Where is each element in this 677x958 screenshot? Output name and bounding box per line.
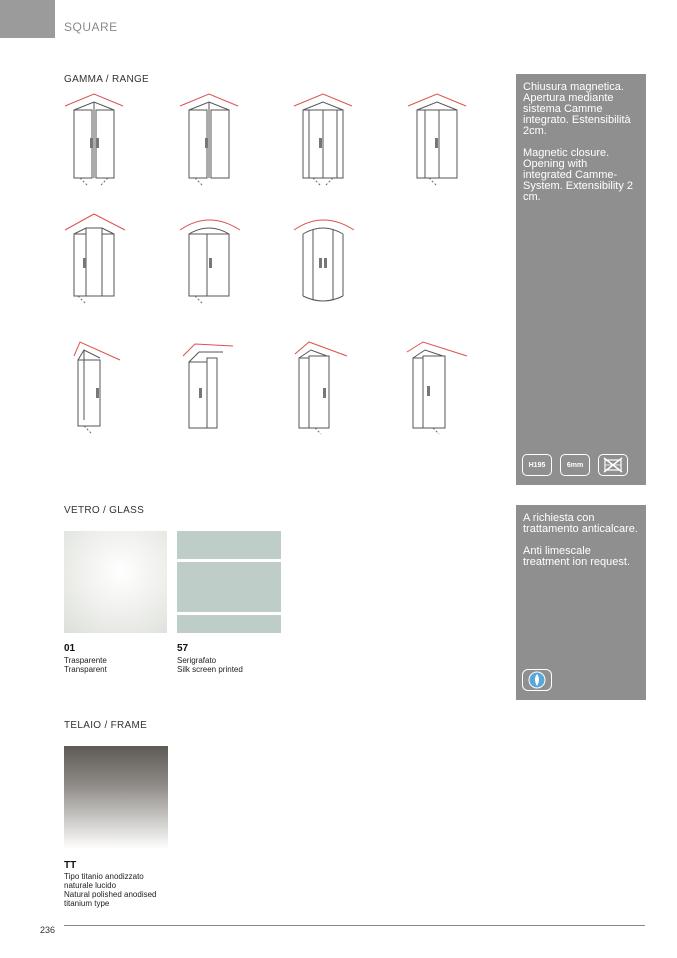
frame-title: TELAIO / FRAME <box>64 720 148 731</box>
glass-name-it-57: Serigrafato <box>177 656 217 665</box>
glass-code-01: 01 <box>64 643 76 654</box>
silk-band-2 <box>177 562 281 612</box>
range-info-panel <box>516 74 646 485</box>
glass-name-01 <box>64 656 107 674</box>
frame-desc-tt <box>64 872 157 908</box>
glass-badges <box>522 669 552 691</box>
glass-name-en-01: Transparent <box>64 665 107 674</box>
page-number: 236 <box>40 925 56 935</box>
glass-name-57 <box>177 656 243 674</box>
shower-side-panel-door-icon <box>403 338 475 438</box>
page-title: SQUARE <box>64 20 118 34</box>
glass-name-en-57: Silk screen printed <box>177 665 243 674</box>
frame-desc-line-1: Tipo titanio anodizzato <box>64 872 144 881</box>
frame-desc-line-3: Natural polished anodised <box>64 890 157 899</box>
shower-side-fixed-icon <box>175 338 247 438</box>
silk-band-3 <box>177 615 281 633</box>
shower-niche-door-icon <box>289 338 361 438</box>
frame-desc-line-2: naturale lucido <box>64 881 117 890</box>
shower-curved-double-icon <box>289 210 361 306</box>
height-badge: H195 <box>522 454 552 476</box>
shower-curved-single-icon <box>175 210 247 306</box>
shower-niche-door-fixed-icon <box>403 92 473 188</box>
no-tray-icon <box>598 454 628 476</box>
thickness-badge: 6mm <box>560 454 590 476</box>
frame-code-tt: TT <box>64 860 77 871</box>
glass-swatch-transparent <box>64 531 167 633</box>
frame-swatch-titanium <box>64 746 168 849</box>
corner-tab <box>0 0 55 38</box>
glass-info-it: A richiesta con trattamento anticalcare. <box>523 512 638 535</box>
shower-corner-door-fixed-icon <box>175 92 245 188</box>
silk-band-1 <box>177 531 281 559</box>
glass-code-57: 57 <box>177 643 189 654</box>
frame-desc-line-4: titanium type <box>64 899 110 908</box>
shower-corner-double-door-icon <box>60 92 130 188</box>
glass-swatch-silk-screen <box>177 531 281 633</box>
glass-name-it-01: Trasparente <box>64 656 107 665</box>
shower-pentagon-icon <box>60 210 132 306</box>
footer-divider <box>64 925 645 926</box>
shower-niche-double-door-icon <box>289 92 359 188</box>
range-info-it: Chiusura magnetica. Apertura mediante sistema Camme integrato. Estensibilità 2cm. <box>523 81 631 137</box>
shower-side-door-icon <box>60 338 132 438</box>
glass-title: VETRO / GLASS <box>64 505 145 516</box>
range-badges <box>522 454 628 476</box>
glass-info-en: Anti limescale treatment ion request. <box>523 545 631 568</box>
glass-info-panel <box>516 505 646 700</box>
range-title: GAMMA / RANGE <box>64 74 150 85</box>
anti-limescale-icon <box>522 669 552 691</box>
range-info-en: Magnetic closure. Opening with integrated Camme-System. Extensibility 2 cm. <box>523 147 634 203</box>
